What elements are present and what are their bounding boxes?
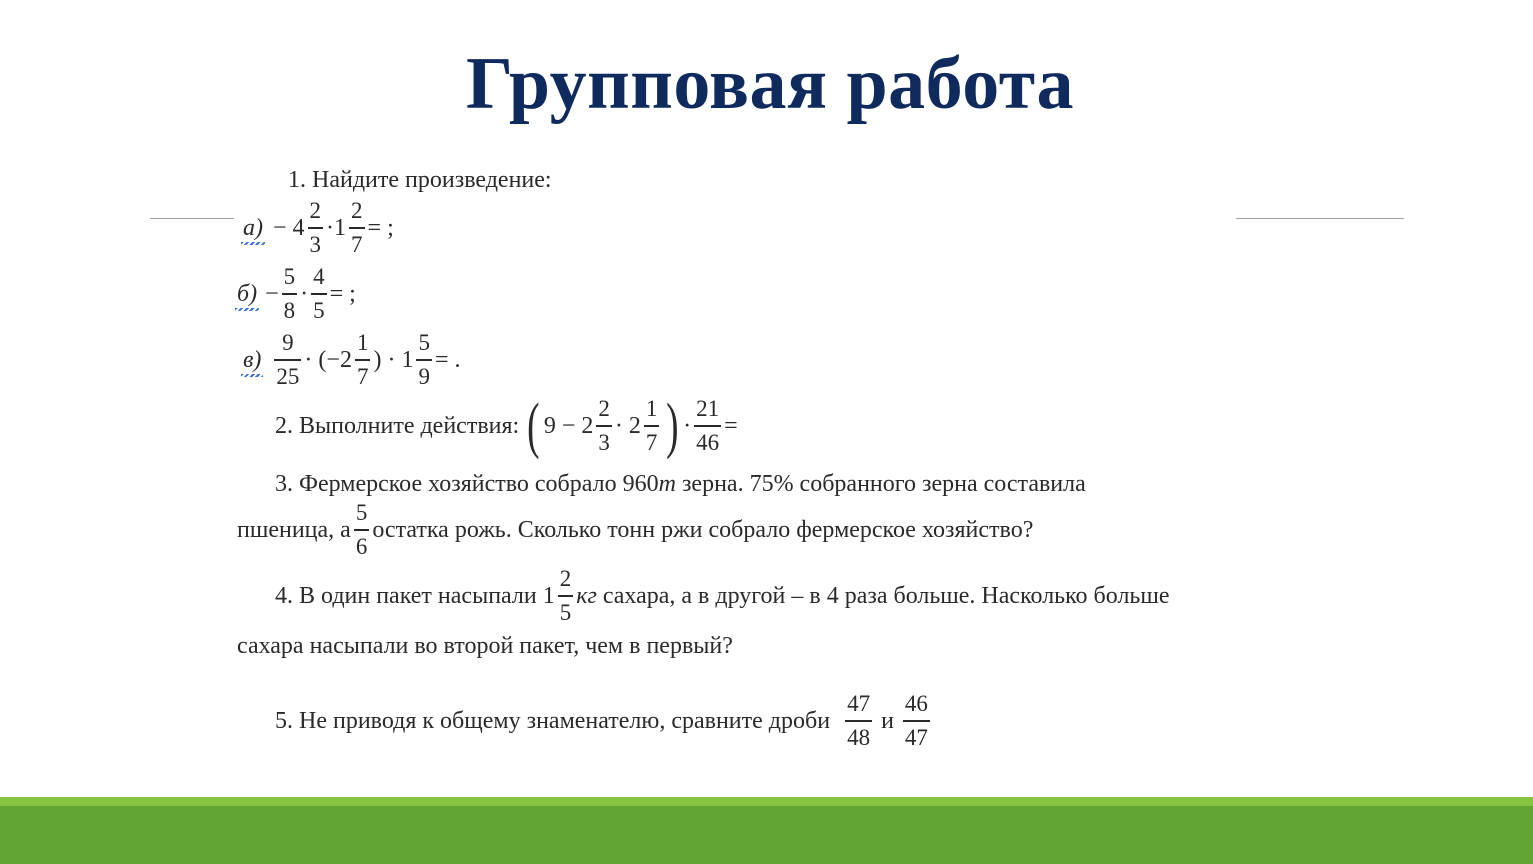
footer-accent-bar [0,797,1533,806]
task1-a-label: а) [243,214,263,241]
fraction: $\frac{2}{3}$ [598,396,610,455]
task2-text: 2. Выполните действия: [275,413,520,439]
open-paren: ( [527,392,540,460]
close-paren: ) [666,392,679,460]
task1-a-mid: ·1 [326,214,347,241]
task1-b [237,264,356,324]
task1-c [243,330,460,390]
task3-text-d: остатка рожь. Сколько тонн ржи собрало фермерское хозяйство? [372,516,1034,543]
task4-line2: сахара насыпали во второй пакет, чем в первый? [237,633,733,659]
task2-post: = [724,413,738,439]
task1-b-mid: · [300,280,309,307]
task5-text: 5. Не приводя к общему знаменателю, сравните дроби [275,707,831,734]
task1-b-pre: − [265,280,279,307]
fraction: $\frac{47}{48}$ [847,691,871,750]
task1-c-label: в) [243,346,262,373]
task4-text-b: сахара, а в другой – в 4 раза больше. Насколько больше [596,582,1170,609]
task5 [275,691,933,751]
divider-right [1236,218,1404,219]
task4-line1 [275,566,1170,626]
fraction: $\frac{9}{25}$ [276,330,300,389]
task1-a-pre: − 4 [273,214,305,241]
fraction: $\frac{1}{7}$ [356,330,369,389]
slide-title: Групповая работа [466,43,1074,125]
task1-heading: 1. Найдите произведение: [288,167,552,193]
task3-text-a: 3. Фермерское хозяйство собрало 960 [275,471,659,497]
fraction: $\frac{2}{3}$ [309,198,322,257]
task1-c-mid1: · (−2 [304,346,352,373]
task2-dot: · [683,413,692,439]
fraction: $\frac{5}{8}$ [283,264,296,323]
fraction: $\frac{2}{7}$ [351,198,363,257]
task3-line1 [275,470,1086,498]
task1-b-label: б) [237,280,258,307]
task2-mid: · 2 [614,413,641,439]
task3-line2 [237,500,1033,560]
task4-text-a: 4. В один пакет насыпали 1 [275,582,555,609]
task3-text-b: зерна. 75% собранного зерна составила [675,471,1086,497]
fraction: $\frac{5}{9}$ [418,330,430,389]
fraction: $\frac{1}{7}$ [645,396,658,455]
task2 [275,392,738,460]
fraction: $\frac{2}{5}$ [559,566,572,625]
fraction: $\frac{46}{47}$ [904,691,928,750]
divider-left [150,218,234,219]
task1-a [243,198,394,258]
task4-unit: кг [576,582,597,609]
fraction: $\frac{21}{46}$ [696,396,720,455]
task1-a-post: = ; [367,214,394,241]
task1-c-mid2: ) · 1 [373,346,414,373]
task3-text-c: пшеница, а [237,516,351,543]
task1-c-post: = . [434,346,461,373]
task1-b-post: = ; [329,280,356,307]
task3-unit: т [658,471,676,497]
footer-bar [0,806,1533,864]
task5-conj: и [881,707,894,734]
fraction: $\frac{4}{5}$ [313,264,325,323]
task2-pre: 9 − 2 [543,413,594,439]
fraction: $\frac{5}{6}$ [355,500,368,559]
